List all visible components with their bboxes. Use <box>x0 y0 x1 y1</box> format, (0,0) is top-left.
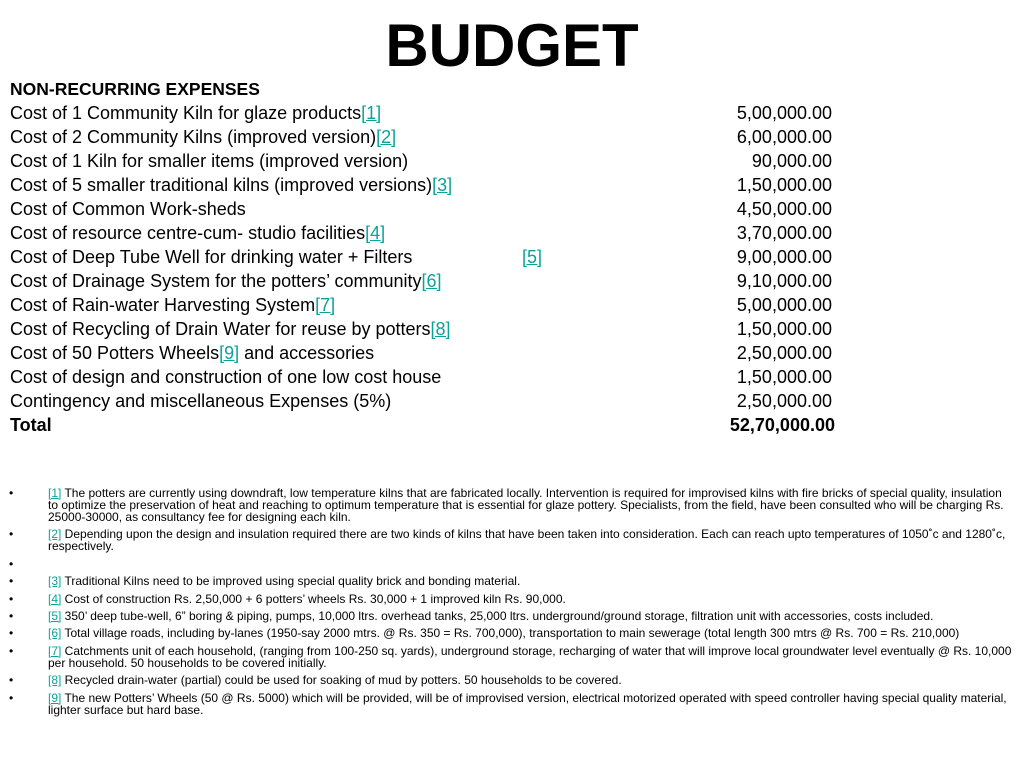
budget-row <box>10 365 840 389</box>
row-amount: 1,50,000.00 <box>736 319 832 339</box>
footnote-text: The new Potters’ Wheels (50 @ Rs. 5000) which will be provided, will be of improvised version, electrical motorized operated with speed controller having special quality material, lighter surface but hard base. <box>48 690 1007 717</box>
footnote-ref-link[interactable]: [6] <box>48 626 62 641</box>
footnote-ref-link[interactable]: [8] <box>48 673 62 688</box>
page-title: BUDGET <box>385 12 639 79</box>
budget-row <box>10 149 840 173</box>
row-description <box>10 101 381 125</box>
row-description <box>10 341 374 365</box>
row-label: Cost of resource centre-cum- studio facilities <box>10 223 366 243</box>
footnote-link[interactable]: [7] <box>315 295 336 315</box>
footnote-link[interactable]: [4] <box>365 223 386 243</box>
bullet-icon: • <box>9 643 14 658</box>
footnote-text: Cost of construction Rs. 2,50,000 + 6 potters’ wheels Rs. 30,000 + 1 improved kiln Rs. 90,000. <box>61 591 566 606</box>
footnote-item <box>0 692 1012 716</box>
footnote-item <box>0 575 1012 587</box>
budget-row <box>10 125 840 149</box>
budget-row <box>10 173 840 197</box>
footnotes <box>0 487 1012 721</box>
row-label: Cost of 50 Potters Wheels <box>10 343 220 363</box>
row-description <box>10 221 385 245</box>
total-row <box>10 413 840 437</box>
row-description <box>10 245 412 269</box>
row-amount: 6,00,000.00 <box>736 127 832 147</box>
budget-row <box>10 245 840 269</box>
footnote-item <box>0 528 1012 552</box>
footnote-item-empty <box>0 558 1012 570</box>
footnote-link[interactable]: [1] <box>361 103 382 123</box>
bullet-icon: • <box>9 486 14 500</box>
row-label: Cost of Drainage System for the potters’ community <box>10 271 422 291</box>
footnote-link[interactable]: [3] <box>432 175 453 195</box>
budget-row <box>10 341 840 365</box>
row-amount: 5,00,000.00 <box>736 295 832 315</box>
row-amount: 9,10,000.00 <box>736 271 832 291</box>
footnote-link[interactable]: [9] <box>219 343 240 363</box>
bullet-icon: • <box>9 608 14 623</box>
row-label: Cost of Deep Tube Well for drinking water + Filters <box>10 247 413 267</box>
total-label: Total <box>10 415 52 435</box>
row-label: Cost of 5 smaller traditional kilns (improved versions) <box>10 175 433 195</box>
bullet-icon: • <box>9 673 14 688</box>
footnote-link[interactable]: [8] <box>430 319 451 339</box>
section-heading: NON-RECURRING EXPENSES <box>10 79 260 99</box>
total-amount: 52,70,000.00 <box>729 415 835 435</box>
budget-table <box>10 101 840 437</box>
footnote-link[interactable]: [2] <box>376 127 397 147</box>
row-amount: 90,000.00 <box>751 151 832 171</box>
budget-row <box>10 293 840 317</box>
row-amount: 5,00,000.00 <box>736 103 832 123</box>
row-description <box>10 365 441 389</box>
row-label: Cost of design and construction of one low cost house <box>10 367 442 387</box>
footnote-item <box>0 593 1012 605</box>
footnote-text: Depending upon the design and insulation required there are two kinds of kilns that have been taken into consideration. Each can reach upto temperatures of 1050˚c and 1280˚c, respectively. <box>48 527 1006 554</box>
footnote-ref-link[interactable]: [9] <box>48 690 62 705</box>
budget-row <box>10 197 840 221</box>
footnote-text: Recycled drain-water (partial) could be used for soaking of mud by potters. 50 households to be covered. <box>61 673 622 688</box>
footnote-item <box>0 627 1012 639</box>
bullet-icon: • <box>9 556 14 571</box>
row-label: Cost of Common Work-sheds <box>10 199 246 219</box>
footnote-ref-link[interactable]: [5] <box>48 608 62 623</box>
bullet-icon: • <box>9 591 14 606</box>
budget-row <box>10 317 840 341</box>
footnote-item <box>0 487 1012 523</box>
budget-row <box>10 101 840 125</box>
row-description <box>10 125 396 149</box>
row-description <box>10 173 452 197</box>
row-amount: 2,50,000.00 <box>736 343 832 363</box>
row-label: Cost of Recycling of Drain Water for reuse by potters <box>10 319 431 339</box>
footnote-ref-link[interactable]: [4] <box>48 591 62 606</box>
row-label: Cost of 1 Community Kiln for glaze products <box>10 103 362 123</box>
budget-row <box>10 269 840 293</box>
row-label: Cost of 2 Community Kilns (improved version) <box>10 127 377 147</box>
footnote-item <box>0 610 1012 622</box>
footnote-ref-link[interactable]: [2] <box>48 527 62 542</box>
bullet-icon: • <box>9 626 14 641</box>
footnote-ref-link[interactable]: [7] <box>48 643 62 658</box>
footnote-ref-link[interactable]: [1] <box>48 486 62 500</box>
row-amount: 2,50,000.00 <box>736 391 832 411</box>
row-description <box>10 293 335 317</box>
row-label-suffix: and accessories <box>239 343 375 363</box>
row-description <box>10 149 408 173</box>
footnote-link[interactable]: [6] <box>421 271 442 291</box>
row-label: Cost of Rain-water Harvesting System <box>10 295 316 315</box>
footnote-item <box>0 674 1012 686</box>
row-amount: 1,50,000.00 <box>736 175 832 195</box>
footnote-text: Traditional Kilns need to be improved using special quality brick and bonding material. <box>61 574 521 589</box>
footnote-text: Catchments unit of each household, (ranging from 100-250 sq. yards), underground storage, recharging of water that will improve local groundwater level eventually @ Rs. 10,000 per household. 50 households to be covered initially. <box>48 643 1012 670</box>
row-description <box>10 269 442 293</box>
footnote-text: Total village roads, including by-lanes (1950-say 2000 mtrs. @ Rs. 350 = Rs. 700,000), transportation to main sewerage (total length 300 mtrs @ Rs. 700 = Rs. 210,000) <box>61 626 960 641</box>
row-description <box>10 389 391 413</box>
budget-row <box>10 389 840 413</box>
row-description <box>10 317 451 341</box>
row-amount: 9,00,000.00 <box>736 247 832 267</box>
bullet-icon: • <box>9 527 14 542</box>
footnote-item <box>0 645 1012 669</box>
footnote-text: The potters are currently using downdraft, low temperature kilns that are fabricated locally. Intervention is required for improvised kilns with fire bricks of special quality, insulation to optimize the preservation of heat and reaching to optimum temperature that is essential for glaze pottery. Specialists, from the field, have been consulted who will be charging Rs. 25000-30000, as consultancy fee for designing each kiln. <box>48 486 1004 524</box>
bullet-icon: • <box>9 690 14 705</box>
footnote-ref-link[interactable]: [3] <box>48 574 62 589</box>
row-label: Contingency and miscellaneous Expenses (5%) <box>10 391 392 411</box>
budget-row <box>10 221 840 245</box>
row-amount: 3,70,000.00 <box>736 223 832 243</box>
row-amount: 4,50,000.00 <box>736 199 832 219</box>
row-label: Cost of 1 Kiln for smaller items (improved version) <box>10 151 409 171</box>
footnote-text: 350’ deep tube-well, 6” boring & piping, pumps, 10,000 ltrs. overhead tanks, 25,000 ltrs. underground/ground storage, filtration unit with accessories, costs included. <box>61 608 934 623</box>
bullet-icon: • <box>9 574 14 589</box>
row-description <box>10 197 246 221</box>
footnote-link[interactable]: [5] <box>522 247 543 267</box>
row-amount: 1,50,000.00 <box>736 367 832 387</box>
